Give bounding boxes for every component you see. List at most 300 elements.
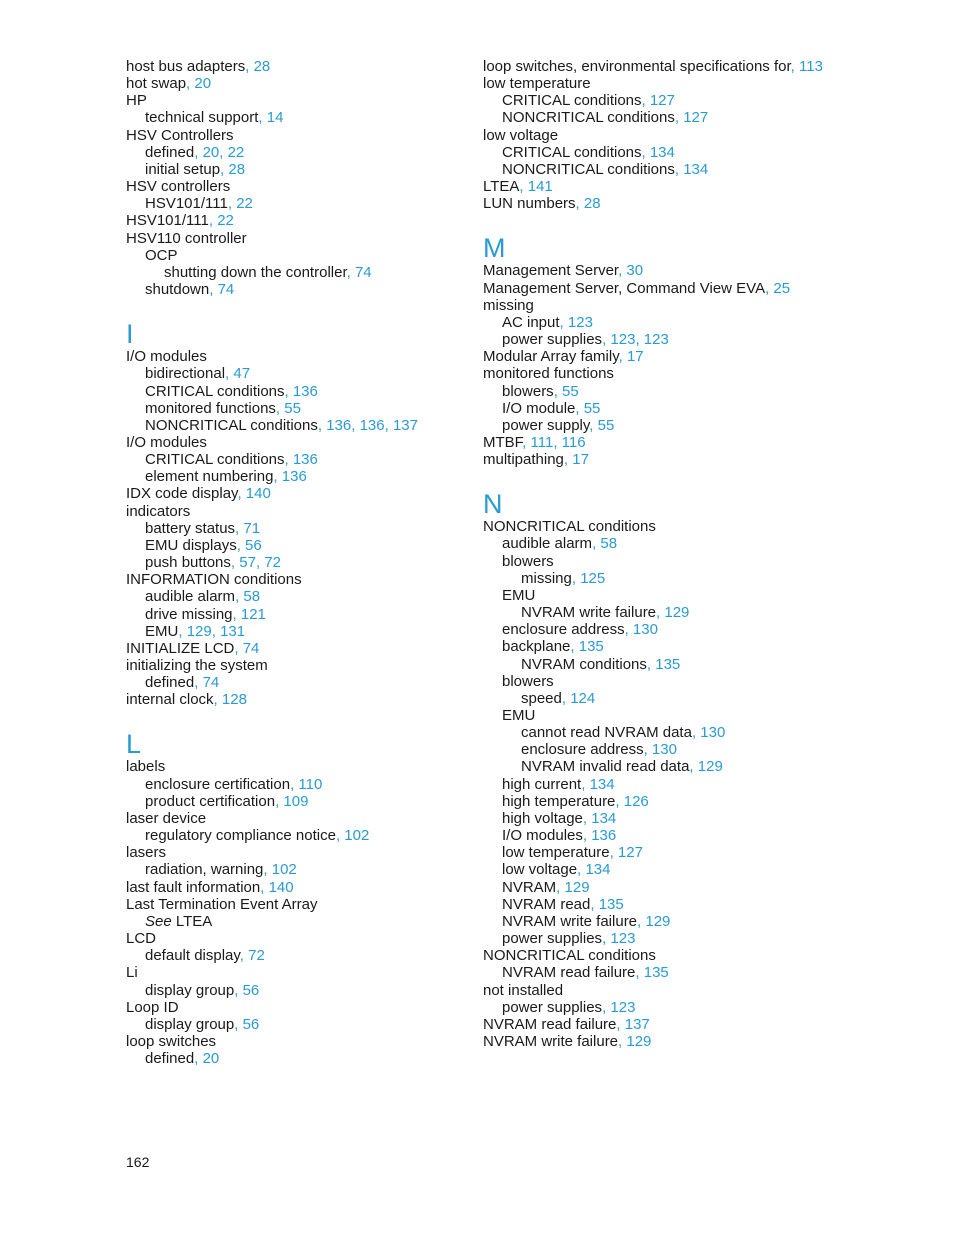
index-term: audible alarm [145, 588, 236, 606]
index-term: last fault information [126, 878, 261, 896]
page-link[interactable]: 123 [610, 331, 636, 349]
index-term: defined [145, 143, 195, 161]
page-link[interactable]: 20 [202, 143, 220, 161]
index-term: defined [145, 674, 195, 692]
index-entry: initial setup, 28 [145, 160, 246, 178]
index-term: host bus adapters [126, 58, 246, 75]
page-link[interactable]: 127 [649, 92, 675, 110]
page-link[interactable]: 121 [240, 605, 266, 623]
index-term: backplane [502, 638, 571, 656]
index-term: laser device [126, 809, 207, 827]
index-term: LTEA [483, 178, 520, 196]
page-link[interactable]: 130 [651, 741, 677, 759]
index-entry [126, 127, 456, 144]
index-entry: element numbering, 136 [145, 468, 307, 486]
index-entry: missing, 125 [521, 569, 606, 587]
page-link[interactable]: 123 [610, 930, 636, 948]
index-term: power supplies [502, 998, 603, 1016]
page-link[interactable]: 25 [773, 279, 791, 297]
index-term: HSV110 controller [126, 229, 247, 247]
index-term: I/O modules [502, 827, 583, 845]
index-term: Management Server, Command View EVA [483, 279, 766, 297]
page-link[interactable]: 134 [589, 775, 615, 793]
index-term: NONCRITICAL conditions [145, 416, 318, 434]
index-entry: loop switches, environmental specifications for, 113 [483, 58, 823, 75]
index-term: LTEA [175, 912, 213, 930]
index-entry: NVRAM read failure, 135 [502, 964, 669, 982]
page-link[interactable]: 102 [344, 827, 370, 845]
index-entry: defined, 74 [145, 674, 220, 692]
page-link[interactable]: 135 [598, 895, 624, 913]
page-link[interactable]: 20 [194, 75, 212, 93]
index-entry: speed, 124 [521, 689, 596, 707]
page-link[interactable]: 22 [217, 212, 234, 230]
page-link[interactable]: 57 [239, 554, 256, 572]
index-term: enclosure address [502, 621, 625, 639]
index-entry: enclosure address, 130 [502, 621, 658, 639]
index-term: indicators [126, 502, 191, 520]
index-term: enclosure address [521, 741, 644, 759]
index-entry: LUN numbers, 28 [483, 195, 601, 213]
index-entry: defined, 20, 22 [145, 143, 245, 161]
index-entry: enclosure address, 130 [521, 741, 677, 759]
page-link[interactable]: 47 [233, 365, 251, 383]
index-entry: host bus adapters, 28 [126, 58, 271, 75]
page-link[interactable]: 128 [221, 691, 247, 709]
index-term: NONCRITICAL conditions [502, 109, 675, 127]
index-term: drive missing [145, 605, 233, 623]
page-link[interactable]: 109 [283, 792, 309, 810]
index-term: power supply [502, 416, 590, 434]
index-entry: technical support, 14 [145, 109, 284, 127]
index-term: Management Server [483, 262, 619, 280]
index-entry: IDX code display, 140 [126, 485, 271, 503]
page-link[interactable]: 136 [591, 827, 617, 845]
index-term: not installed [483, 981, 564, 999]
index-term: HSV101/111 [145, 195, 228, 213]
index-term: CRITICAL conditions [502, 143, 642, 161]
index-term: lasers [126, 844, 167, 862]
index-term: NVRAM read failure [483, 1015, 617, 1033]
index-entry: NVRAM invalid read data, 129 [521, 758, 723, 776]
index-term: I/O modules [126, 348, 207, 366]
index-term: shutdown [145, 281, 210, 299]
page-link[interactable]: 135 [578, 638, 604, 656]
index-entry: blowers, 55 [502, 382, 579, 400]
index-term: EMU [145, 622, 179, 640]
index-term: Li [126, 964, 138, 982]
index-entry: backplane, 135 [502, 638, 604, 656]
index-entry [483, 982, 823, 999]
index-entry: HSV101/111, 22 [126, 212, 234, 230]
index-term: CRITICAL conditions [145, 382, 285, 400]
index-entry: internal clock, 128 [126, 691, 247, 709]
index-term: multipathing [483, 451, 564, 469]
index-entry: audible alarm, 58 [145, 588, 261, 606]
index-term: CRITICAL conditions [502, 92, 642, 110]
index-entry: LTEA, 141 [483, 178, 553, 196]
index-entry: bidirectional, 47 [145, 365, 251, 383]
index-term: hot swap [126, 75, 187, 93]
page-link[interactable]: 135 [643, 964, 669, 982]
index-entry: push buttons, 57, 72 [145, 554, 281, 572]
index-entry [483, 673, 823, 690]
index-entry: Management Server, Command View EVA, 25 [483, 279, 791, 297]
index-term: default display [145, 947, 240, 965]
page-link[interactable]: 22 [236, 195, 253, 213]
index-term: HP [126, 92, 147, 110]
page-link[interactable]: 72 [248, 947, 265, 965]
index-term: initializing the system [126, 657, 268, 674]
index-term: power supplies [502, 331, 603, 349]
index-entry: enclosure certification, 110 [145, 775, 323, 793]
index-term: AC input [502, 313, 560, 331]
page-link[interactable]: 110 [298, 775, 323, 793]
page-link[interactable]: 127 [683, 109, 709, 127]
index-entry [126, 178, 456, 195]
index-entry: monitored functions, 55 [145, 399, 301, 417]
index-term: high current [502, 775, 582, 793]
index-term: MTBF [483, 433, 523, 451]
index-entry: low temperature, 127 [502, 844, 643, 862]
index-term: Last Termination Event Array [126, 895, 318, 913]
index-letter-heading: N [483, 489, 503, 520]
index-term: NVRAM invalid read data [521, 758, 690, 776]
index-entry: CRITICAL conditions, 136 [145, 382, 318, 400]
index-term: I/O modules [126, 433, 207, 451]
page-link[interactable]: 136 [292, 382, 318, 400]
page-link[interactable]: 136 [281, 468, 307, 486]
index-entry: EMU, 129, 131 [145, 622, 246, 640]
index-entry [126, 503, 456, 520]
page-link[interactable]: 136 [292, 451, 318, 469]
index-entry [483, 587, 823, 604]
page-link[interactable]: 58 [600, 535, 618, 553]
page-link[interactable]: 74 [242, 639, 260, 657]
index-entry: low voltage, 134 [502, 861, 611, 879]
index-entry: CRITICAL conditions, 136 [145, 451, 318, 469]
index-term: battery status [145, 519, 236, 537]
index-entry: CRITICAL conditions, 127 [502, 92, 675, 110]
index-term: radiation, warning [145, 861, 264, 879]
index-entry [126, 348, 456, 365]
index-term: high temperature [502, 792, 616, 810]
index-entry: NVRAM conditions, 135 [521, 655, 681, 673]
index-entry [126, 434, 456, 451]
index-term: INITIALIZE LCD [126, 639, 235, 657]
index-entry: Management Server, 30 [483, 262, 644, 280]
page-link[interactable]: 55 [562, 382, 579, 400]
page-link[interactable]: 123 [610, 998, 636, 1016]
index-term: EMU [502, 586, 536, 604]
index-entry: display group, 56 [145, 981, 260, 999]
index-entry: NONCRITICAL conditions, 136, 136, 137 [145, 416, 418, 434]
index-term: element numbering [145, 468, 274, 486]
index-term: EMU [502, 707, 536, 724]
page-link[interactable]: 28 [253, 58, 271, 75]
index-term: I/O module [502, 399, 576, 417]
index-term: low temperature [502, 844, 610, 862]
index-entry: power supply, 55 [502, 416, 615, 434]
index-entry [126, 913, 456, 930]
index-term: low temperature [483, 75, 591, 93]
index-letter-heading: I [126, 319, 134, 350]
index-term: NVRAM write failure [521, 604, 657, 622]
page-link[interactable]: 28 [228, 160, 246, 178]
page-link[interactable]: 111 [530, 433, 554, 451]
index-entry: NONCRITICAL conditions, 134 [502, 160, 709, 178]
index-entry: radiation, warning, 102 [145, 861, 297, 879]
index-entry: power supplies, 123, 123 [502, 331, 669, 349]
page-link[interactable]: 131 [220, 622, 246, 640]
index-term: speed [521, 689, 562, 707]
index-entry: I/O modules, 136 [502, 827, 617, 845]
page-link[interactable]: 17 [572, 451, 589, 469]
index-term: enclosure certification [145, 775, 291, 793]
index-entry: Modular Array family, 17 [483, 348, 644, 366]
index-entry [126, 247, 456, 264]
page-link[interactable]: 123 [643, 331, 669, 349]
index-entry: NVRAM write failure, 129 [502, 912, 671, 930]
index-term: low voltage [483, 126, 559, 144]
index-term: shutting down the controller [164, 263, 347, 281]
page-link[interactable]: 127 [617, 844, 643, 862]
index-term: NONCRITICAL conditions [502, 160, 675, 178]
page-link[interactable]: 113 [799, 58, 823, 75]
index-entry: CRITICAL conditions, 134 [502, 143, 675, 161]
page-link[interactable]: 71 [243, 519, 261, 537]
page-link[interactable]: 129 [564, 878, 590, 896]
page-link[interactable]: 136 [359, 416, 385, 434]
index-term: cannot read NVRAM data [521, 724, 692, 742]
page-link[interactable]: 55 [583, 399, 601, 417]
index-term: display group [145, 1015, 235, 1033]
index-entry: shutdown, 74 [145, 281, 235, 299]
index-term: NVRAM read failure [502, 964, 636, 982]
index-entry: power supplies, 123 [502, 998, 636, 1016]
index-entry [483, 947, 823, 964]
page-link[interactable]: 129 [186, 622, 212, 640]
page-link[interactable]: 135 [655, 655, 681, 673]
index-term: internal clock [126, 691, 214, 709]
index-column-right [483, 58, 823, 1050]
page-link[interactable]: 17 [626, 348, 644, 366]
index-entry: last fault information, 140 [126, 878, 294, 896]
index-term: CRITICAL conditions [145, 451, 285, 469]
page-link[interactable]: 58 [243, 588, 261, 606]
index-entry [126, 844, 456, 861]
page-link[interactable]: 124 [570, 689, 596, 707]
index-term: regulatory compliance notice [145, 827, 336, 845]
index-term: INFORMATION conditions [126, 571, 302, 589]
index-term: audible alarm [502, 535, 593, 553]
page-link[interactable]: 137 [392, 416, 418, 434]
index-entry: cannot read NVRAM data, 130 [521, 724, 726, 742]
index-entry: EMU displays, 56 [145, 536, 262, 554]
index-term: IDX code display [126, 485, 238, 503]
index-entry [483, 297, 823, 314]
index-entry [126, 810, 456, 827]
index-term: technical support [145, 109, 259, 127]
index-term: display group [145, 981, 235, 999]
index-entry: defined, 20 [145, 1050, 220, 1068]
index-entry: NVRAM read failure, 137 [483, 1015, 650, 1033]
index-entry: HSV101/111, 22 [145, 195, 253, 213]
index-term: LCD [126, 930, 157, 948]
index-term: HSV controllers [126, 178, 231, 196]
index-term: bidirectional [145, 365, 226, 383]
page-link[interactable]: 56 [245, 536, 262, 554]
index-term: NONCRITICAL conditions [483, 947, 656, 965]
index-term: NVRAM conditions [521, 655, 647, 673]
index-entry [126, 92, 456, 109]
index-term: HSV Controllers [126, 126, 234, 144]
page-number: 162 [126, 1154, 150, 1170]
index-term: product certification [145, 792, 276, 810]
index-entry: multipathing, 17 [483, 451, 589, 469]
index-entry [126, 896, 456, 913]
index-entry [126, 571, 456, 588]
page-link[interactable]: 30 [626, 262, 644, 280]
page-link[interactable]: 74 [202, 674, 220, 692]
index-entry: regulatory compliance notice, 102 [145, 827, 370, 845]
page-link[interactable]: 134 [585, 861, 611, 879]
index-term: high voltage [502, 809, 583, 827]
page-link[interactable]: 129 [697, 758, 723, 776]
page-link[interactable]: 134 [649, 143, 675, 161]
index-entry [126, 964, 456, 981]
index-entry [126, 1033, 456, 1050]
index-term: missing [483, 296, 534, 314]
index-entry: NONCRITICAL conditions, 127 [502, 109, 709, 127]
index-letter-heading: M [483, 233, 506, 264]
page-link[interactable]: 140 [245, 485, 271, 503]
page-link[interactable]: 56 [242, 981, 260, 999]
index-entry: product certification, 109 [145, 792, 309, 810]
index-entry: hot swap, 20 [126, 75, 212, 93]
page-link[interactable]: 126 [623, 792, 649, 810]
index-term: monitored functions [145, 399, 276, 417]
index-entry: audible alarm, 58 [502, 535, 618, 553]
index-entry [126, 999, 456, 1016]
index-entry: INITIALIZE LCD, 74 [126, 639, 260, 657]
page-link[interactable]: 134 [591, 809, 617, 827]
page-link[interactable]: 141 [527, 178, 553, 196]
index-term: initial setup [145, 160, 221, 178]
page-link[interactable]: 28 [583, 195, 601, 213]
index-term: loop switches [126, 1032, 217, 1050]
page-link[interactable]: 102 [271, 861, 297, 879]
page-link[interactable]: 72 [264, 554, 281, 572]
index-entry: default display, 72 [145, 947, 265, 965]
page-link[interactable]: 140 [268, 878, 294, 896]
index-entry: NVRAM read, 135 [502, 895, 624, 913]
see-reference-label: See [145, 912, 172, 930]
page-link[interactable]: 55 [597, 416, 615, 434]
index-entry: MTBF, 111, 116 [483, 433, 586, 451]
index-entry: high current, 134 [502, 775, 615, 793]
index-term: blowers [502, 552, 554, 570]
page-link[interactable]: 74 [354, 263, 372, 281]
page-link[interactable]: 123 [567, 313, 593, 331]
index-term: Modular Array family [483, 348, 619, 366]
page-link[interactable]: 136 [326, 416, 352, 434]
index-term: labels [126, 758, 166, 776]
page-link[interactable]: 130 [700, 724, 726, 742]
page-link[interactable]: 55 [284, 399, 301, 417]
index-term: blowers [502, 382, 554, 400]
page-link[interactable]: 137 [624, 1015, 650, 1033]
index-entry [483, 127, 823, 144]
index-term: HSV101/111 [126, 212, 209, 230]
index-entry [483, 75, 823, 92]
index-entry: NVRAM, 129 [502, 878, 590, 896]
index-term: power supplies [502, 930, 603, 948]
page-link[interactable]: 125 [580, 569, 606, 587]
index-term: missing [521, 569, 572, 587]
index-term: NVRAM write failure [502, 912, 638, 930]
index-entry: I/O module, 55 [502, 399, 601, 417]
page-link[interactable]: 22 [227, 143, 245, 161]
page-link[interactable]: 74 [217, 281, 235, 299]
index-term: NVRAM write failure [483, 1032, 619, 1050]
index-term: push buttons [145, 554, 231, 572]
page-link[interactable]: 129 [645, 912, 671, 930]
index-term: defined [145, 1050, 195, 1068]
index-entry: battery status, 71 [145, 519, 261, 537]
index-entry: drive missing, 121 [145, 605, 266, 623]
index-entry [126, 930, 456, 947]
index-entry: high voltage, 134 [502, 809, 617, 827]
page-link[interactable]: 20 [202, 1050, 220, 1068]
index-entry [126, 758, 456, 775]
index-term: NVRAM read [502, 895, 591, 913]
index-entry [126, 230, 456, 247]
index-entry: NVRAM write failure, 129 [521, 604, 690, 622]
page-link[interactable]: 56 [242, 1015, 260, 1033]
index-entry [483, 365, 823, 382]
index-term: EMU displays [145, 536, 237, 554]
index-entry: AC input, 123 [502, 313, 593, 331]
index-entry: NVRAM write failure, 129 [483, 1032, 652, 1050]
index-term: loop switches, environmental specifications for [483, 58, 791, 75]
index-term: NVRAM [502, 878, 557, 896]
index-entry: high temperature, 126 [502, 792, 649, 810]
index-entry [483, 707, 823, 724]
index-term: blowers [502, 672, 554, 690]
page-link[interactable]: 116 [561, 433, 586, 451]
index-letter-heading: L [126, 729, 142, 760]
index-entry [483, 553, 823, 570]
page-link[interactable]: 129 [626, 1032, 652, 1050]
index-entry: power supplies, 123 [502, 930, 636, 948]
page-link[interactable]: 130 [632, 621, 658, 639]
index-column-left [126, 58, 456, 1067]
index-term: Loop ID [126, 998, 179, 1016]
index-term: NONCRITICAL conditions [483, 518, 656, 536]
index-entry: shutting down the controller, 74 [164, 263, 372, 281]
index-entry [483, 518, 823, 535]
index-term: low voltage [502, 861, 578, 879]
index-entry: display group, 56 [145, 1015, 260, 1033]
page-link[interactable]: 129 [664, 604, 690, 622]
page-link[interactable]: 134 [683, 160, 709, 178]
index-entry [126, 657, 456, 674]
index-term: LUN numbers [483, 195, 576, 213]
page-link[interactable]: 14 [266, 109, 284, 127]
index-term: OCP [145, 246, 178, 264]
index-term: monitored functions [483, 365, 614, 383]
